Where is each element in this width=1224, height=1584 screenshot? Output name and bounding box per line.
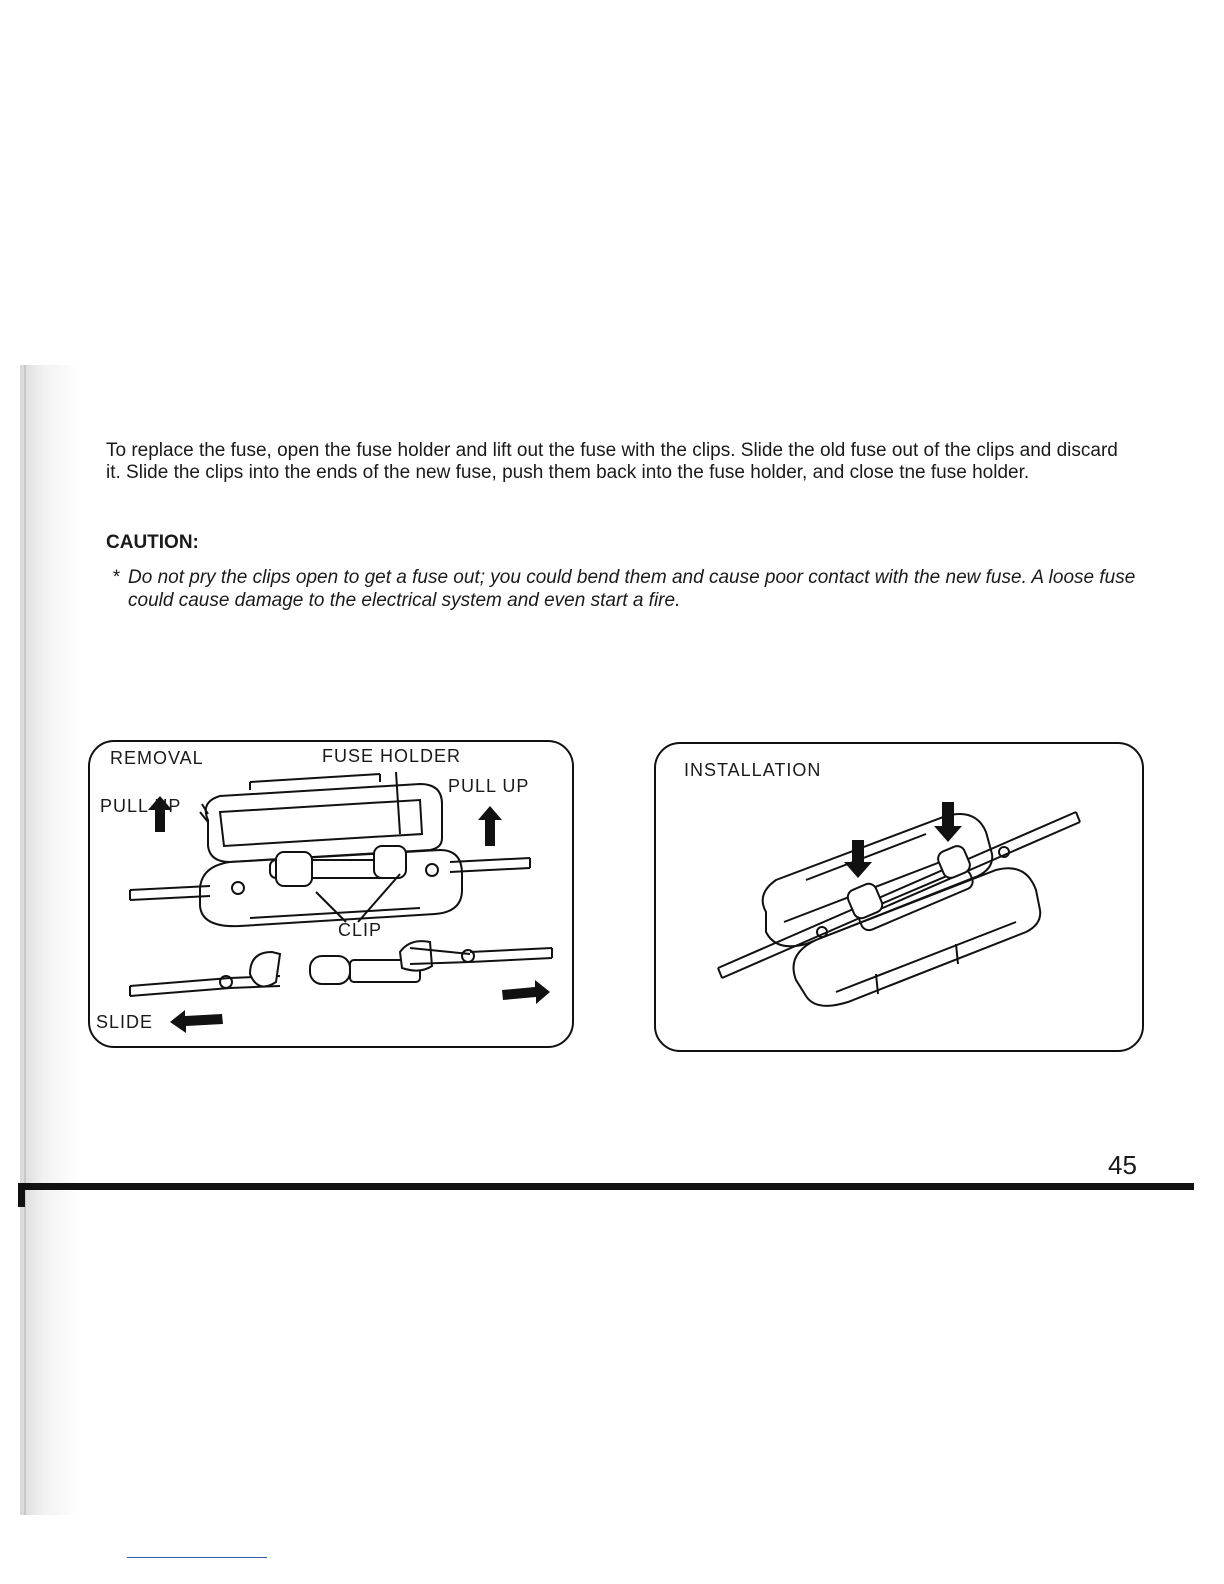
pull-up-label-right: PULL UP (448, 776, 530, 796)
installation-illustration (656, 744, 1146, 1054)
binding-shadow (20, 365, 80, 1515)
removal-figure (88, 740, 574, 1048)
caution-heading: CAUTION: (106, 532, 199, 553)
page-number: 45 (1108, 1150, 1137, 1180)
instruction-paragraph: To replace the fuse, open the fuse holder and lift out the fuse with the clips. Slide the old fuse out of the clips and discard it. Slide the clips into the ends of the new fuse, push them back into the fuse holder, and close tne fuse holder. (106, 440, 1118, 483)
caution-bullet: * (112, 567, 120, 588)
pull-up-label-left: PULL UP (100, 796, 182, 816)
corner-mark (18, 1183, 25, 1207)
footer-line (127, 1557, 267, 1558)
slide-label: SLIDE (96, 1012, 154, 1032)
removal-title: REMOVAL (110, 748, 204, 768)
installation-figure (654, 742, 1144, 1052)
caution-text: Do not pry the clips open to get a fuse out; you could bend them and cause poor contact with the new fuse. A loose fuse could cause damage to the electrical system and even start a fire. (128, 567, 1136, 611)
caution-item (112, 566, 1136, 612)
installation-title: INSTALLATION (684, 760, 822, 780)
fuse-holder-label: FUSE HOLDER (322, 746, 462, 766)
bottom-rule (18, 1183, 1194, 1190)
page-edge (24, 365, 26, 1515)
clip-label: CLIP (338, 920, 383, 940)
